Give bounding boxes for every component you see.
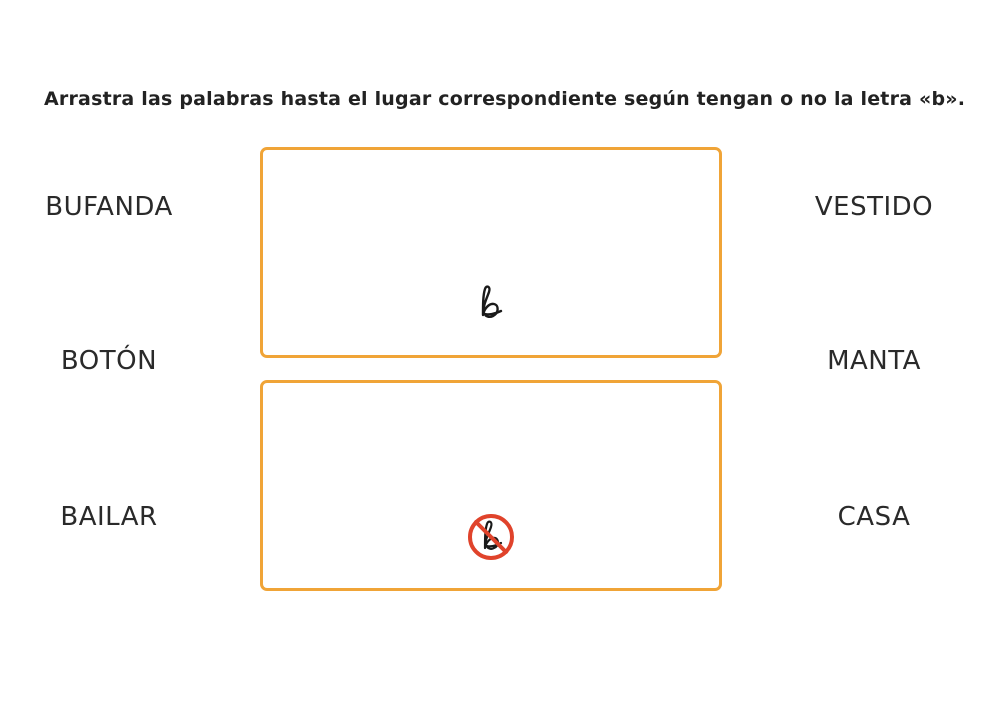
drop-zone-with-b[interactable] xyxy=(260,147,722,358)
draggable-word[interactable]: MANTA xyxy=(827,346,921,376)
draggable-word[interactable]: BAILAR xyxy=(60,502,158,532)
cursive-b-icon xyxy=(473,283,509,327)
instruction-text: Arrastra las palabras hasta el lugar correspondiente según tengan o no la letra «b». xyxy=(44,88,966,110)
draggable-word[interactable]: VESTIDO xyxy=(814,192,934,222)
draggable-word[interactable]: BUFANDA xyxy=(45,192,173,222)
no-b-icon xyxy=(466,512,516,566)
drop-zone-without-b[interactable] xyxy=(260,380,722,591)
draggable-word[interactable]: CASA xyxy=(837,502,911,532)
draggable-word[interactable]: BOTÓN xyxy=(60,346,158,376)
